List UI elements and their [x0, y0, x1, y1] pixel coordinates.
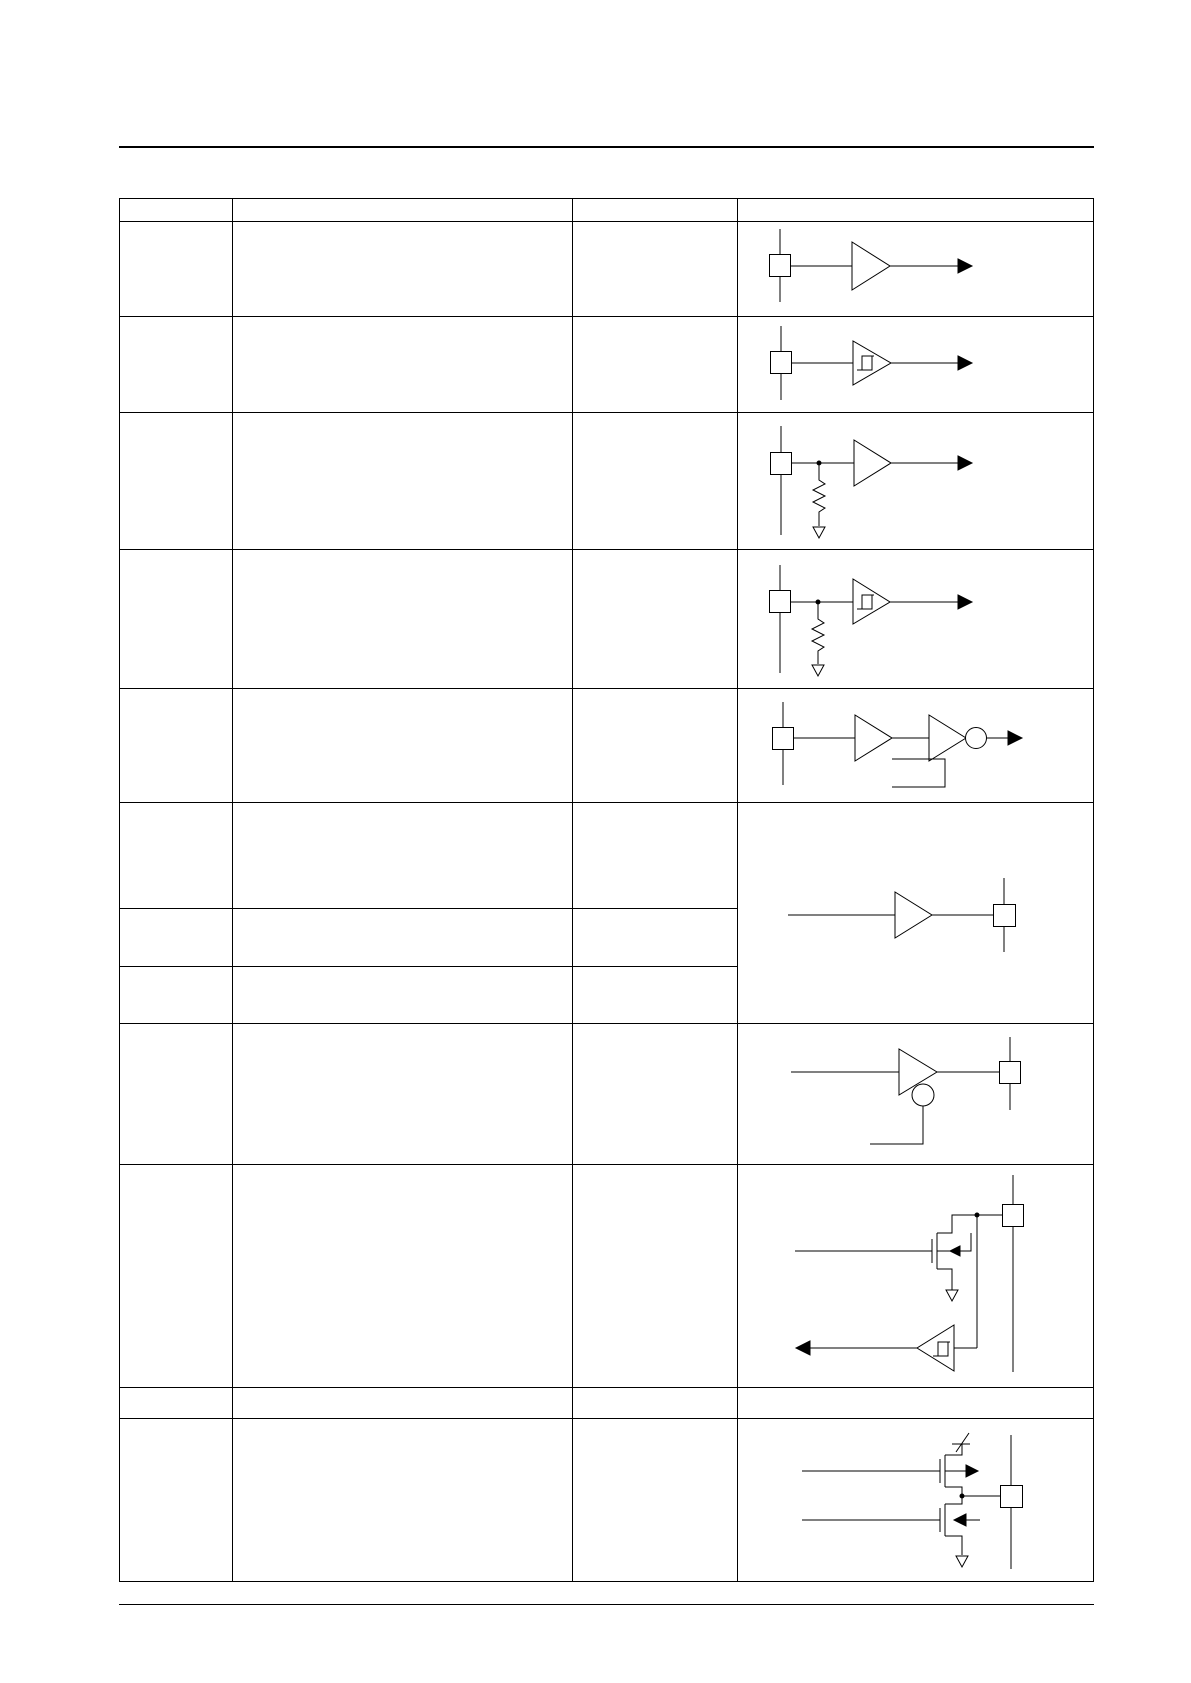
arrow-head	[958, 356, 972, 370]
inversion-bubble	[912, 1084, 934, 1106]
pad-box	[771, 453, 792, 475]
enable-line	[892, 759, 945, 787]
ground-icon	[956, 1556, 968, 1567]
arrow-head	[958, 259, 972, 273]
input-buffer-symbol	[770, 229, 973, 302]
pad-box	[994, 905, 1016, 927]
ground-icon	[812, 665, 824, 676]
pad-box	[1001, 1486, 1023, 1508]
source-wire	[937, 1269, 952, 1290]
arrow-head	[958, 595, 972, 609]
pad-box	[1003, 1205, 1024, 1227]
output-buffer-symbol	[788, 878, 1016, 952]
arrow-head	[958, 456, 972, 470]
input-buffer-inverting-enable-symbol	[773, 702, 1023, 787]
buffer-triangle	[854, 440, 891, 486]
buffer-triangle	[929, 715, 966, 761]
pad-box	[773, 728, 794, 750]
pad-box	[1000, 1062, 1021, 1084]
source-wire	[945, 1536, 962, 1555]
table-grid	[119, 198, 1094, 1582]
drain-wire	[945, 1487, 962, 1496]
table-border	[120, 199, 1094, 1582]
drain-wire	[945, 1496, 962, 1504]
buffer-triangle	[895, 892, 932, 938]
input-buffer-pulldown-symbol	[771, 426, 973, 538]
buffer-triangle	[852, 242, 890, 290]
tristate-output-buffer-symbol	[791, 1037, 1021, 1144]
pad-box	[771, 352, 792, 374]
resistor-icon	[812, 602, 824, 664]
pad-box	[770, 255, 791, 277]
push-pull-output-symbol	[802, 1433, 1023, 1569]
arrow-head	[796, 1341, 810, 1355]
pad-box	[770, 591, 791, 613]
drain-wire	[937, 1215, 977, 1233]
schmitt-input-buffer-symbol	[771, 326, 973, 400]
ground-icon	[946, 1290, 958, 1301]
arrow-head	[966, 1465, 978, 1477]
arrow-head	[954, 1514, 966, 1526]
resistor-icon	[813, 463, 825, 526]
schmitt-input-pulldown-symbol	[770, 565, 973, 676]
arrow-head	[1008, 731, 1022, 745]
open-drain-io-symbol	[795, 1175, 1024, 1372]
arrow-head	[950, 1246, 960, 1256]
ground-icon	[813, 527, 825, 538]
source-wire	[945, 1444, 962, 1455]
enable-line	[870, 1106, 923, 1144]
inversion-bubble	[966, 728, 987, 749]
buffer-triangle	[855, 715, 892, 761]
